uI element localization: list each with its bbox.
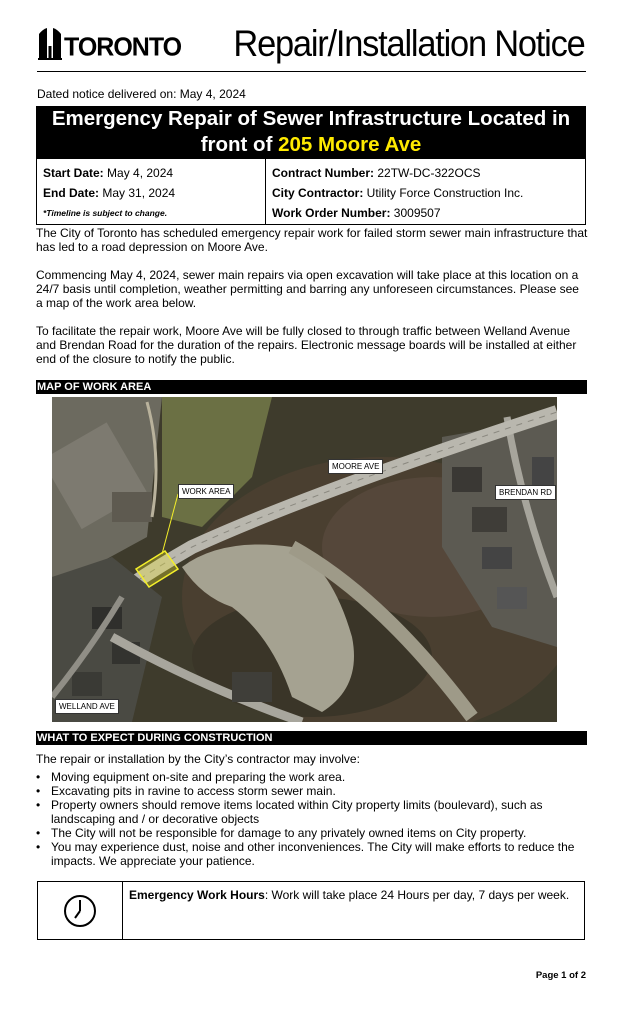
expect-section-heading: WHAT TO EXPECT DURING CONSTRUCTION (36, 731, 587, 745)
logo-wordmark: TORONTO (64, 32, 182, 62)
moore-ave-label: MOORE AVE (328, 459, 383, 474)
headline-prefix: front of (200, 133, 279, 156)
clock-cell (38, 882, 123, 939)
paragraph-schedule: Commencing May 4, 2024, sewer main repairs via open excavation will take place at this location on a 24/7 basis until completion, weather permitting and barring any unforeseen circumstances. Please see a map of the work area below. (36, 268, 579, 310)
contract-number-label: Contract Number: (272, 166, 375, 180)
welland-ave-label: WELLAND AVE (55, 699, 119, 714)
expect-list (36, 770, 588, 868)
aerial-map-image (52, 397, 557, 722)
brendan-rd-label: BRENDAN RD (495, 485, 556, 500)
headline-banner (36, 106, 586, 158)
info-dates-column (37, 159, 266, 224)
timeline-note: *Timeline is subject to change. (43, 208, 168, 218)
work-area-map (52, 397, 557, 722)
expect-intro: The repair or installation by the City’s contractor may involve: (36, 752, 360, 766)
notice-title: Repair/Installation Notice (233, 23, 585, 64)
list-item: • The City will not be responsible for damage to any privately owned items on City property. (36, 826, 588, 840)
start-date-label: Start Date: (43, 166, 104, 180)
city-contractor-label: City Contractor: (272, 186, 364, 200)
page-number: Page 1 of 2 (535, 970, 586, 981)
list-item: • Property owners should remove items located within City property limits (boulevard), such as landscaping and / or decorative objects (36, 798, 588, 826)
work-order-label: Work Order Number: (272, 206, 391, 220)
work-order-number (272, 203, 579, 223)
work-order-value: 3009507 (390, 206, 441, 220)
end-date (43, 183, 259, 203)
work-hours-text (123, 882, 575, 939)
work-hours-box (37, 881, 585, 940)
list-item: • Excavating pits in ravine to access storm sewer main. (36, 784, 588, 798)
city-hall-logo-icon (38, 26, 62, 60)
work-hours-label: Emergency Work Hours (129, 888, 265, 902)
headline-address: 205 Moore Ave (278, 133, 422, 156)
start-date-value: May 4, 2024 (103, 166, 174, 180)
list-item: • Moving equipment on-site and preparing the work area. (36, 770, 588, 784)
paragraph-intro: The City of Toronto has scheduled emergency repair work for failed storm sewer main infrastructure that has led to a road depression on Moore Ave. (36, 226, 588, 254)
header-divider (37, 71, 586, 72)
headline-line1: Emergency Repair of Sewer Infrastructure Located in (51, 107, 571, 130)
contract-number-value: 22TW-DC-322OCS (374, 166, 481, 180)
work-area-label: WORK AREA (178, 484, 234, 499)
clock-icon (63, 891, 97, 931)
city-contractor-value: Utility Force Construction Inc. (363, 186, 524, 200)
headline-line2 (36, 132, 586, 158)
list-item: • You may experience dust, noise and other inconveniences. The City will make efforts to reduce the impacts. We appreciate your patience. (36, 840, 588, 868)
contract-number (272, 163, 579, 183)
dated-notice: Dated notice delivered on: May 4, 2024 (37, 87, 246, 101)
end-date-value: May 31, 2024 (99, 186, 176, 200)
paragraph-closure: To facilitate the repair work, Moore Ave will be fully closed to through traffic between Welland Avenue and Brendan Road for the duration of the repairs. Electronic message boards will be installed at either end of the closure to notify the public. (36, 324, 577, 366)
toronto-logo (38, 26, 181, 60)
map-section-heading: MAP OF WORK AREA (36, 380, 587, 394)
info-contract-column (266, 159, 585, 224)
work-hours-detail: : Work will take place 24 Hours per day, 7 days per week. (264, 888, 570, 902)
city-contractor (272, 183, 579, 203)
start-date (43, 163, 259, 183)
end-date-label: End Date: (43, 186, 100, 200)
project-info-table (36, 158, 586, 225)
